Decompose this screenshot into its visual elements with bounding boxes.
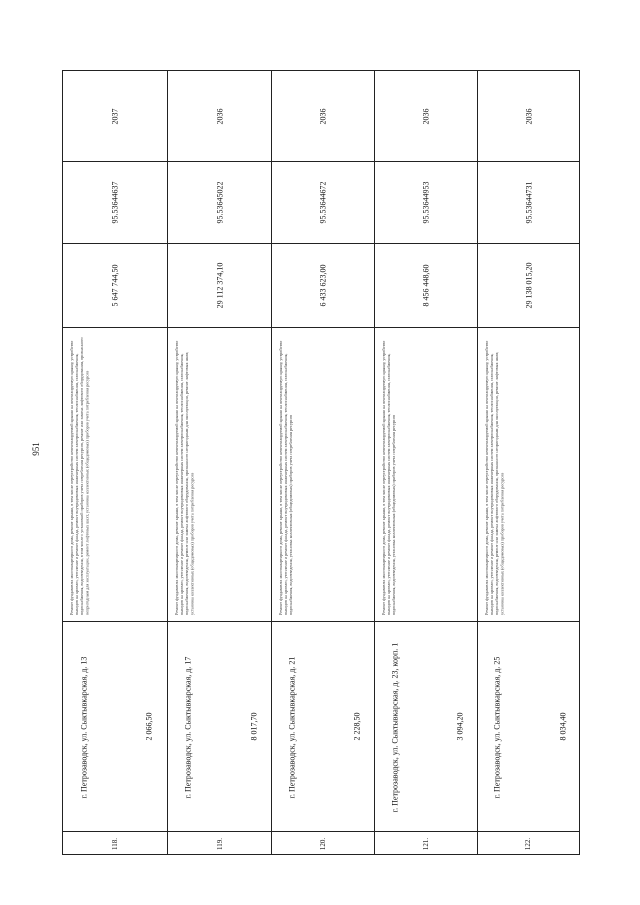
- table-row: [271, 71, 374, 854]
- area-cell: 2 066,50: [144, 712, 154, 740]
- table-row: [167, 71, 271, 854]
- table-row: [63, 71, 167, 854]
- work-description-cell: Ремонт фундамента многоквартирного дома, ремонт крыши, в том числе переустройство невентилируемой крыши на вентилируемую крышу, устройство выходов на кровлю, утепление и ремонт фасада, ремонт внутридомовых инженерных систем электроснабжения, теплоснабжения, газоснабжения, водоснабжения, водоотведения, установка коллективных (общедомовых) приборов учета потребления ресурсов: [381, 340, 397, 615]
- row-number-cell: 120.: [319, 837, 327, 850]
- cost-cell: 6 433 623,00: [318, 264, 328, 306]
- cost-cell: 29 138 015,20: [524, 262, 533, 308]
- work-description-cell: Ремонт фундамента многоквартирного дома, ремонт крыши, в том числе переустройство невентилируемой крыши на вентилируемую крышу, устройство выходов на кровлю, утепление и ремонт фасада, ремонт внутридомовых инженерных систем электроснабжения, теплоснабжения, газоснабжения, водоснабжения, водоотведения, установка коллективных (общедомовых) приборов учета потребления ресурсов: [278, 340, 294, 615]
- area-cell: 8 034,40: [558, 712, 567, 740]
- code-cell: 95.53644637: [110, 181, 120, 223]
- year-cell: 2036: [524, 108, 533, 124]
- row-number-cell: 119.: [215, 837, 224, 850]
- address-cell: г. Петрозаводск, ул. Сыктывкарская, д. 23, корп. 1: [390, 642, 399, 813]
- address-cell: г. Петрозаводск, ул. Сыктывкарская, д. 13: [79, 656, 89, 799]
- table-row: [374, 71, 477, 854]
- row-number-cell: 122.: [524, 837, 533, 850]
- year-cell: 2037: [110, 108, 120, 124]
- cost-cell: 29 112 374,10: [214, 262, 224, 308]
- capital-repair-table: [62, 70, 580, 855]
- area-cell: 3 094,20: [455, 712, 465, 740]
- cost-cell: 8 456 448,60: [421, 264, 431, 306]
- table-row: [477, 71, 579, 854]
- address-cell: г. Петрозаводск, ул. Сыктывкарская, д. 21: [287, 656, 297, 799]
- code-cell: 95.53644731: [524, 181, 533, 223]
- year-cell: 2036: [215, 108, 224, 124]
- year-cell: 2036: [421, 108, 431, 124]
- work-description-cell: Ремонт фундамента многоквартирного дома, ремонт крыши, в том числе переустройство невентилируемой крыши на вентилируемую крышу, устройство выходов на кровлю, утепление и ремонт фасада, ремонт внутридомовых инженерных систем электроснабжения, теплоснабжения, газоснабжения, водоснабжения, водоотведения, ремонт или замена лифтового оборудования, признанного непригодным для эксплуатации, ремонт лифтовых шахт, установка коллективных (общедомовых) приборов учета потребления ресурсов: [174, 340, 195, 615]
- row-number-cell: 118.: [111, 837, 119, 850]
- address-cell: г. Петрозаводск, ул. Сыктывкарская, д. 17: [183, 656, 193, 799]
- area-cell: 8 017,70: [249, 712, 258, 740]
- work-description-cell: Ремонт фундамента многоквартирного дома, ремонт крыши, в том числе переустройство невентилируемой крыши на вентилируемую крышу, устройство выходов на кровлю, утепление и ремонт фасада, ремонт внутридомовых инженерных систем электроснабжения, теплоснабжения, газоснабжения, водоснабжения, водоотведения, ремонт или замена лифтового оборудования, признанного непригодным для эксплуатации, ремонт лифтовых шахт, установка коллективных (общедомовых) приборов учета потребления ресурсов: [484, 340, 505, 615]
- code-cell: 95.53644953: [421, 181, 431, 223]
- row-number-cell: 121.: [422, 837, 430, 850]
- code-cell: 95.53645022: [215, 181, 224, 223]
- code-cell: 95.53644672: [318, 181, 328, 223]
- work-description-cell: Ремонт фундамента многоквартирного дома, ремонт крыши, в том числе переустройство невентилируемой крыши на вентилируемую крышу, устройство выходов на кровлю, утепление и ремонт фасада, ремонт внутридомовых инженерных систем электроснабжения, теплоснабжения, газоснабжения, водоснабжения, водоотведения, в том числе с установкой приборов учета потребления ресурсов, ремонт или замена лифтового оборудования, признанного непригодным для эксплуатации, ремонт лифтовых шахт, установка коллективных (общедомовых) приборов учета потребления ресурсов: [69, 337, 90, 615]
- page-number: 951: [31, 442, 41, 456]
- cost-cell: 5 647 744,50: [110, 264, 120, 306]
- year-cell: 2036: [318, 108, 328, 124]
- area-cell: 2 228,50: [352, 712, 362, 740]
- address-cell: г. Петрозаводск, ул. Сыктывкарская, д. 25: [492, 656, 502, 799]
